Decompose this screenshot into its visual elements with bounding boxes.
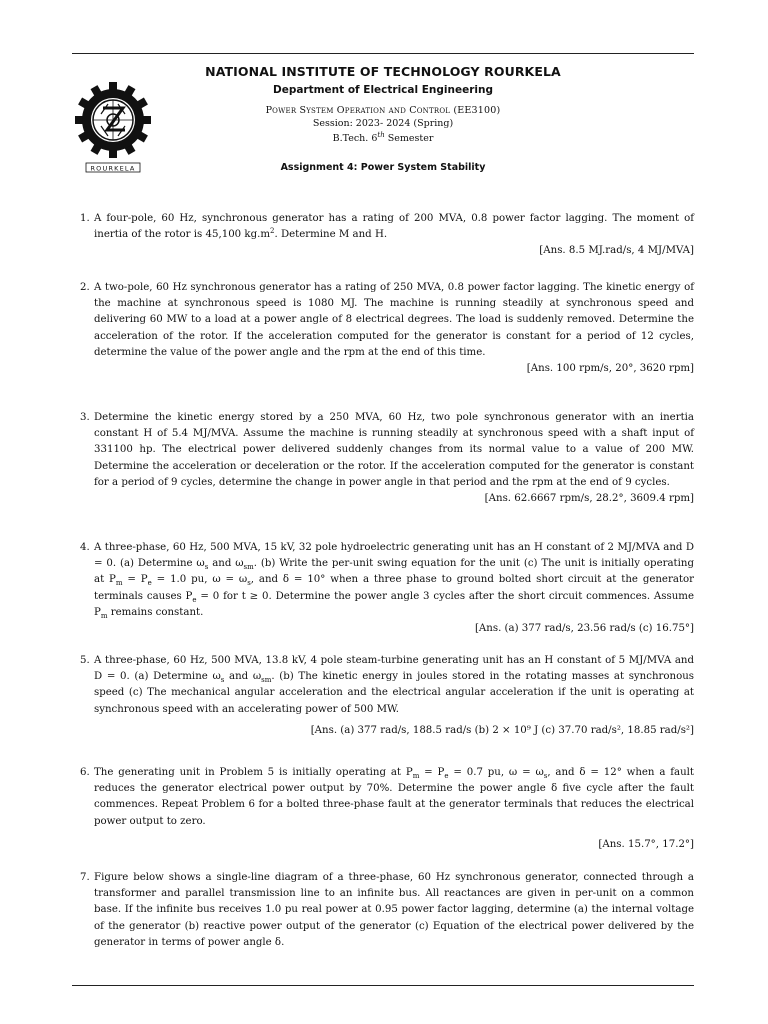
question-4: 4. A three-phase, 60 Hz, 500 MVA, 15 kV, 32 pole hydroelectric generating unit has an H constant of 2 MJ/MVA and D = 0. (a) Determine $\omega_s$ and $\omega_{sm}$. (b) Write the per-unit swing equation for the unit (c) The unit is initially operating at $P_m = P_e = 1.0$ pu, $\omega = \omega_s$, and δ = 10° when a three phase to ground bolted short circuit at the generator terminals causes $P_e = 0$ for t ≥ 0. Determine the power angle 3 cycles after the short circuit commences. Assume $P_m$ remains constant. [Ans. (a) 377 rad/s, 23.56 rad/s (c) 16.75°]: [80, 540, 694, 637]
answer-3: [Ans. 62.6667 rpm/s, 28.2°, 3609.4 rpm]: [484, 493, 694, 505]
question-7: 7. Figure below shows a single-line diagram of a three-phase, 60 Hz synchronous generator, connected through a transformer and parallel transmission line to an infinite bus. All reactances are given in per-unit on a common base. If the infinite bus receives 1.0 pu real power at 0.95 power factor lagging, determine (a) the internal voltage of the generator (b) reactive power output of the generator (c) Equation of the electrical power delivered by the generator in terms of power angle δ.: [80, 872, 694, 948]
logo-bottom-text: ROURKELA: [90, 164, 136, 173]
question-1: 1. A four-pole, 60 Hz, synchronous generator has a rating of 200 MVA, 0.8 power factor lagging. The moment of inertia of the rotor is 45,100 $kg.m^2$. Determine M and H. [Ans. 8.5 MJ.rad/s, 4 MJ/MVA]: [80, 211, 694, 260]
semester-line: B.Tech. 6th Semester: [332, 131, 434, 145]
answer-4: [Ans. (a) 377 rad/s, 23.56 rad/s (c) 16.75°]: [474, 623, 694, 635]
department-name: Department of Electrical Engineering: [272, 84, 493, 96]
answer-1: [Ans. 8.5 MJ.rad/s, 4 MJ/MVA]: [539, 245, 694, 257]
session-line: Session: 2023- 2024 (Spring): [312, 118, 454, 129]
document-header: [72, 64, 694, 173]
assignment-title: Assignment 4: Power System Stability: [280, 162, 486, 174]
question-5: 5. A three-phase, 60 Hz, 500 MVA, 13.8 kV, 4 pole steam-turbine generating unit has an H constant of 5 MJ/MVA and D = 0. (a) Determine $\omega_s$ and $\omega_{sm}$. (b) The kinetic energy in joules stored in the rotating masses at synchronous speed (c) The mechanical angular acceleration and the electrical angular acceleration if the unit is operating at synchronous speed with an accelerating power of 500 MW. [Ans. (a) 377 rad/s, 188.5 rad/s (b) 2 × 10⁹ J (c) 37.70 rad/s², 18.85 rad/s²]: [80, 653, 694, 739]
question-6: 6. The generating unit in Problem 5 is initially operating at $P_m = P_e = 0.7$ pu, $\omega = \omega_s$, and δ = 12° when a fault reduces the generator electrical power output by 70%. Determine the power angle δ five cycle after the fault commences. Repeat Problem 6 for a bolted three-phase fault at the generator terminals that reduces the electrical power output to zero. [Ans. 15.7°, 17.2°]: [80, 765, 694, 853]
answer-5: [Ans. (a) 377 rad/s, 188.5 rad/s (b) 2 × 10⁹ J (c) 37.70 rad/s², 18.85 rad/s²]: [310, 724, 694, 736]
answer-2: [Ans. 100 rpm/s, 20°, 3620 rpm]: [526, 363, 694, 375]
answer-6: [Ans. 15.7°, 17.2°]: [598, 838, 694, 850]
top-rule: [72, 53, 694, 54]
course-title: Power System Operation and Control (EE3100): [265, 105, 501, 116]
question-3: 3. Determine the kinetic energy stored by a 250 MVA, 60 Hz, two pole synchronous generator with an inertia constant H of 5.4 MJ/MVA. Assume the machine is running steadily at synchronous speed with a shaft input of 331100 hp. The electrical power delivered suddenly changes from its normal value to a value of 200 MW. Determine the acceleration or deceleration or the rotor. If the acceleration computed for the generator is constant for a period of 9 cycles, determine the change in power angle in that period and the rpm at the end of 9 cycles. [Ans. 62.6667 rpm/s, 28.2°, 3609.4 rpm]: [80, 410, 694, 507]
institute-name: NATIONAL INSTITUTE OF TECHNOLOGY ROURKELA: [205, 64, 561, 79]
bottom-rule: [72, 985, 694, 986]
question-2: 2. A two-pole, 60 Hz synchronous generator has a rating of 250 MVA, 0.8 power factor lagging. The kinetic energy of the machine at synchronous speed is 1080 MJ. The machine is running steadily at synchronous speed and delivering 60 MW to a load at a power angle of 8 electrical degrees. The load is suddenly removed. Determine the acceleration of the rotor. If the acceleration computed for the generator is constant for a period of 12 cycles, determine the value of the power angle and the rpm at the end of this time. [Ans. 100 rpm/s, 20°, 3620 rpm]: [80, 280, 694, 377]
